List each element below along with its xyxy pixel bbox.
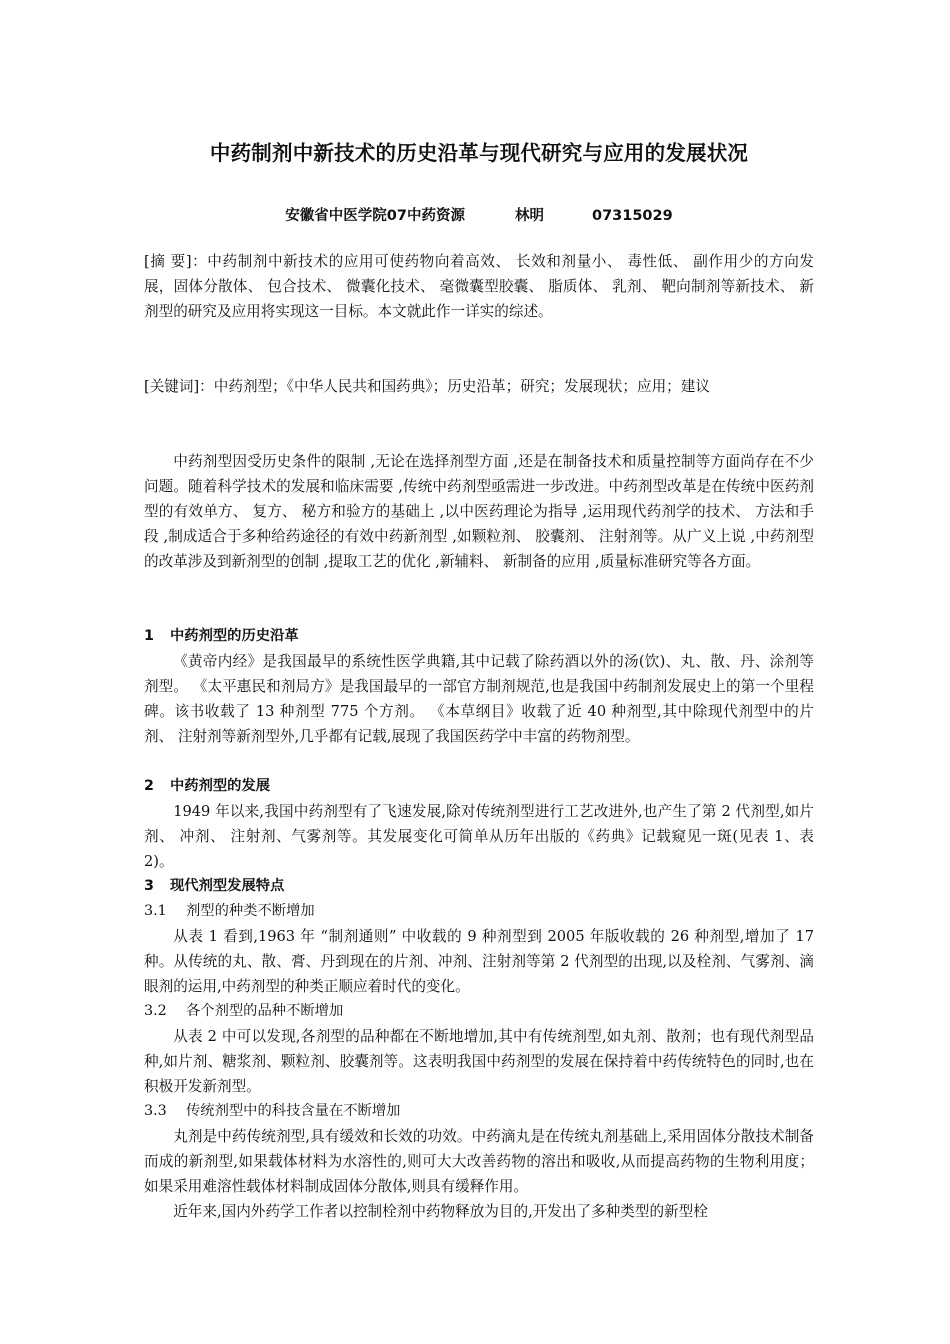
subsection-heading-3-2 (144, 999, 343, 1024)
paragraph: 《黄帝内经》是我国最早的系统性医学典籍,其中记载了除药酒以外的汤(饮)、丸、散、丹、涂剂等剂型。 《太平惠民和剂局方》是我国最早的一部官方制剂规范,也是我国中药制剂发展史上的第一个里程碑。该书收载了 13 种剂型 775 个方剂。 《本草纲目》收载了近 40 种剂型,其中除现代剂型中的片剂、 注射剂等新剂型外,几乎都有记载,展现了我国医药学中丰富的药物剂型。 (144, 653, 814, 745)
subsection-title: 各个剂型的品种不断增加 (186, 1003, 344, 1019)
section-title: 现代剂型发展特点 (170, 878, 285, 894)
subsection-number: 3.2 (144, 1003, 167, 1019)
subsection-title: 传统剂型中的科技含量在不断增加 (186, 1103, 401, 1119)
keywords (144, 374, 814, 399)
subsection-3-3-body (144, 1124, 814, 1224)
subsection-heading-3-1 (144, 899, 315, 924)
subsection-title: 剂型的种类不断增加 (186, 903, 315, 919)
section-1-body (144, 649, 814, 749)
author-affiliation: 安徽省中医学院07中药资源 (285, 208, 465, 224)
intro-text: 中药剂型因受历史条件的限制 ,无论在选择剂型方面 ,还是在制备技术和质量控制等方面尚存在不少问题。随着科学技术的发展和临床需要 ,传统中药剂型亟需进一步改进。中药剂型改革是在传统中医药剂型的有效单方、 复方、 秘方和验方的基础上 ,以中医药理论为指导 ,运用现代药剂学的技术、 方法和手段 ,制成适合于多种给药途径的有效中药新剂型 ,如颗粒剂、 胶囊剂、 注射剂等。从广义上说 ,中药剂型的改革涉及到新剂型的创制 ,提取工艺的优化 ,新辅料、 新制备的应用 ,质量标准研究等各方面。 (144, 453, 814, 570)
subsection-3-1-body (144, 924, 814, 999)
abstract-text: 中药制剂中新技术的应用可使药物向着高效、 长效和剂量小、 毒性低、 副作用少的方向发展，固体分散体、 包合技术、 微囊化技术、 毫微囊型胶囊、 脂质体、 乳剂、 靶向制剂等新技术、 新剂型的研究及应用将实现这一目标。本文就此作一详实的综述。 (144, 253, 815, 320)
section-heading-3 (144, 874, 284, 899)
intro-paragraph (144, 449, 814, 574)
keywords-label: [关键词]： (144, 378, 214, 395)
author-student-id: 07315029 (591, 208, 673, 224)
section-heading-1 (144, 624, 299, 649)
abstract-label: [摘 要]： (144, 253, 208, 270)
paper-title: 中药制剂中新技术的历史沿革与现代研究与应用的发展状况 (209, 141, 749, 165)
section-number: 1 (144, 628, 154, 644)
subsection-number: 3.1 (144, 903, 167, 919)
section-title: 中药剂型的发展 (170, 778, 271, 794)
paragraph: 从表 1 看到,1963 年 “制剂通则” 中收载的 9 种剂型到 2005 年版收载的 26 种剂型,增加了 17 种。从传统的丸、散、膏、丹到现在的片剂、冲剂、注射剂等第 2 代剂型的出现,以及栓剂、气雾剂、滴眼剂的运用,中药剂型的种类正顺应着时代的变化。 (144, 928, 814, 995)
section-number: 2 (144, 778, 154, 794)
paragraph: 丸剂是中药传统剂型,具有缓效和长效的功效。中药滴丸是在传统丸剂基础上,采用固体分散技术制备而成的新剂型,如果载体材料为水溶性的,则可大大改善药物的溶出和吸收,从而提高药物的生物利用度； 如果采用难溶性载体材料制成固体分散体,则具有缓释作用。 (144, 1128, 814, 1195)
section-title: 中药剂型的历史沿革 (170, 628, 299, 644)
subsection-heading-3-3 (144, 1099, 400, 1124)
section-number: 3 (144, 878, 154, 894)
section-2-body (144, 799, 814, 874)
subsection-3-2-body (144, 1024, 814, 1099)
paragraph: 从表 2 中可以发现,各剂型的品种都在不断地增加,其中有传统剂型,如丸剂、散剂；也有现代剂型品种,如片剂、糖浆剂、颗粒剂、胶囊剂等。这表明我国中药剂型的发展在保持着中药传统特色的同时,也在积极开发新剂型。 (144, 1028, 814, 1095)
paragraph: 1949 年以来,我国中药剂型有了飞速发展,除对传统剂型进行工艺改进外,也产生了第 2 代剂型,如片剂、 冲剂、 注射剂、气雾剂等。其发展变化可简单从历年出版的《药典》记载窥见一斑(见表 1、表 2)。 (144, 803, 814, 870)
section-heading-2 (144, 774, 270, 799)
subsection-number: 3.3 (144, 1103, 167, 1119)
author-name: 林明 (514, 208, 544, 224)
paragraph: 近年来,国内外药学工作者以控制栓剂中药物释放为目的,开发出了多种类型的新型栓 (173, 1203, 708, 1220)
keywords-text: 中药剂型；《中华人民共和国药典》；历史沿革；研究；发展现状；应用；建议 (213, 378, 710, 395)
author-line (144, 204, 814, 225)
abstract (144, 249, 814, 324)
